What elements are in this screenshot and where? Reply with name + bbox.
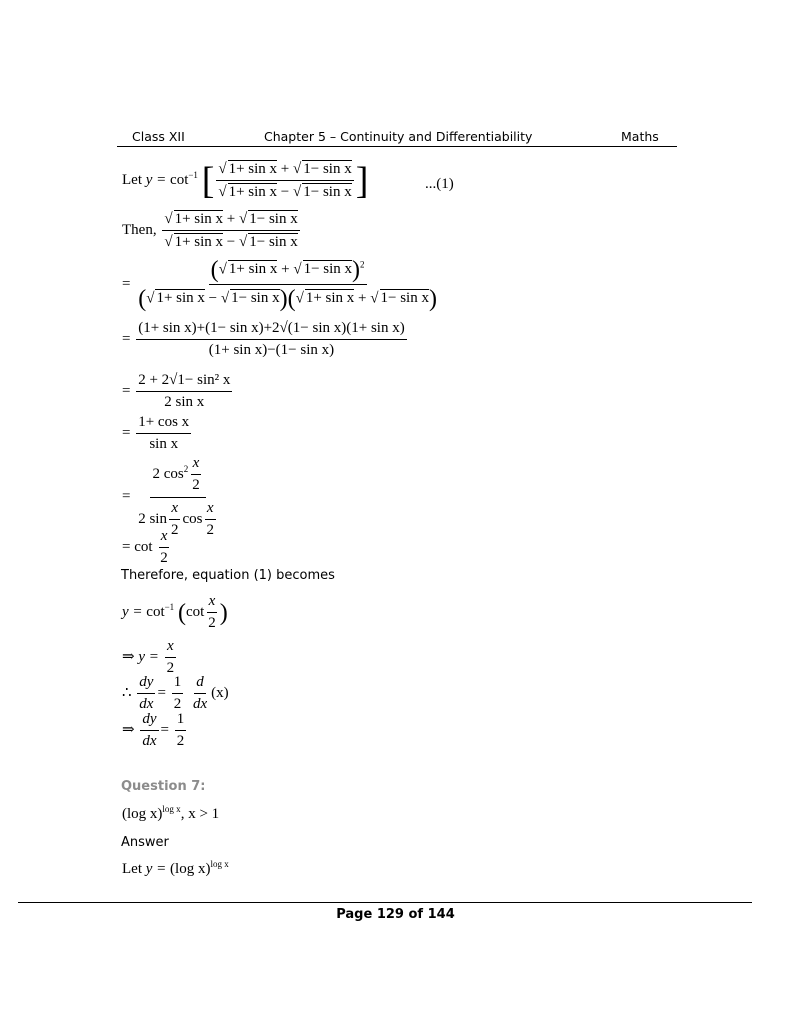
header-chapter: Chapter 5 – Continuity and Differentiability [264, 129, 533, 144]
equation-11: ∴ $\frac{dy}{dx}$ = $\frac{1}{2}$ $\frac{d}{dx}$ (x) [122, 674, 229, 713]
footer-divider [18, 902, 752, 903]
equation-7: = 2 $\cos^2$ $\frac{x}{2}$ 2 sin $\frac{x}{2}$ cos $\frac{x}{2}$ [122, 455, 214, 538]
equation-1: Let $y = \cot^{-1}$ [ $\frac{\text{√ 1+ sin x + √ 1− sin x}}{\text{√ 1+ sin x − √ 1− sin x}}$ ] [122, 159, 369, 202]
header-class: Class XII [132, 129, 185, 144]
answer-expression: Let y = (log x)$^{log x}$ [122, 859, 229, 877]
page-header [122, 129, 677, 145]
equation-4: = $\frac{\text{(1+ sin x)+(1− sin x)+2√(1− sin x)(1+ sin x)}}{\text{(1+ sin x)−(1− sin x)}}$ [122, 320, 405, 359]
header-divider [117, 146, 677, 147]
question-label: Question 7: [121, 779, 206, 794]
equation-3: = $\frac{(√ 1+ \sin x + √ 1- \sin x)^2}{\text{(√ 1+ sin x − √ 1− sin x)(√ 1+ sin x + √ 1− sin x)}}$ [122, 257, 437, 312]
equation-8: = cot $\frac{x}{2}$ [122, 528, 168, 567]
header-subject: Maths [621, 129, 659, 144]
equation-10: ⇒ y = $\frac{x}{2}$ [122, 638, 175, 677]
equation-2: Then, $\frac{\text{√ 1+ sin x + √ 1− sin x}}{\text{√ 1+ sin x − √ 1− sin x}}$ [122, 211, 298, 251]
equation-6: = $\frac{\text{1+ cos x}}{\text{sin x}}$ [122, 414, 190, 453]
page-number: Page 129 of 144 [336, 907, 455, 922]
equation-9: $y = \cot^{-1} (\cot$ $\frac{x}{2}$ ) [122, 593, 228, 632]
answer-label: Answer [121, 835, 169, 850]
equation-5: = $\frac{\text{2 + 2√1− sin² x}}{\text{2 sin x}}$ [122, 372, 231, 411]
question-expression: (log x)$^{log x}$, x > 1 [122, 804, 220, 822]
equation-ref: ...(1) [425, 176, 454, 192]
equation-12: ⇒ $\frac{dy}{dx}$ = $\frac{1}{2}$ [122, 711, 185, 750]
therefore-text: Therefore, equation (1) becomes [121, 568, 335, 583]
